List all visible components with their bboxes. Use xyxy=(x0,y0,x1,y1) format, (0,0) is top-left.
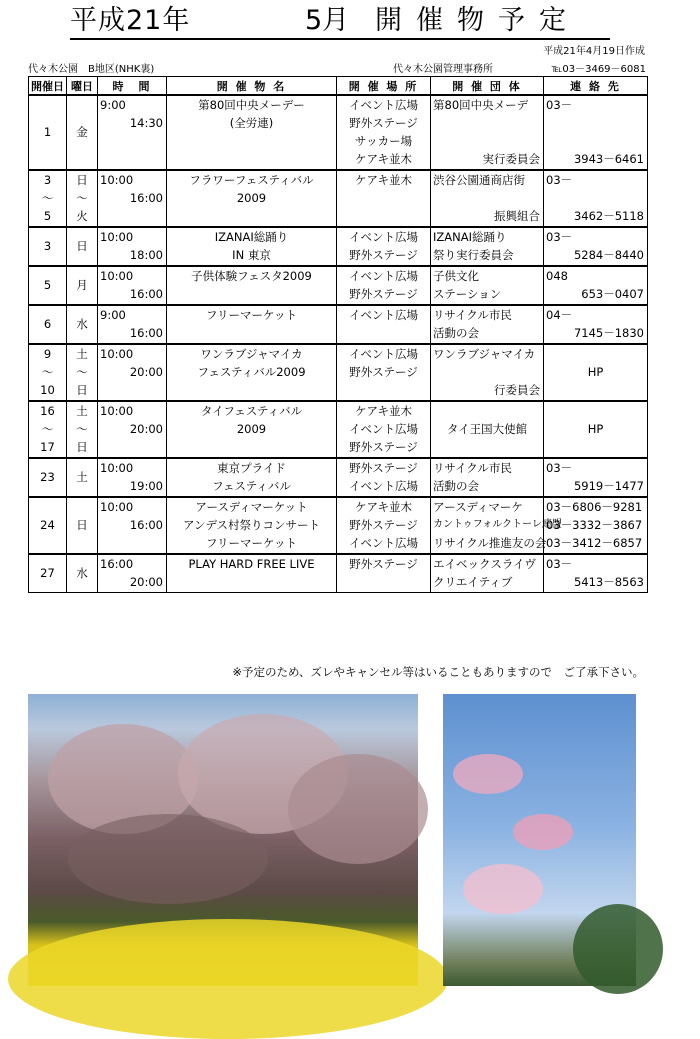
weekday-cell xyxy=(67,554,98,593)
time-cell xyxy=(98,95,167,170)
contact-line: 3943－6461 xyxy=(573,152,644,166)
date-line: 5 xyxy=(43,278,52,292)
weekday-line: ～ xyxy=(76,365,88,379)
org-line: タイ王国大使館 xyxy=(446,422,528,436)
org-cell xyxy=(431,305,544,344)
time-line: 16:00 xyxy=(129,287,163,301)
contact-line: 03－3412－6857 xyxy=(546,536,643,550)
rapeseed-flowers xyxy=(8,919,448,1039)
contact-cell xyxy=(544,401,648,458)
time-cell xyxy=(98,344,167,401)
contact-line: 653－0407 xyxy=(581,287,644,301)
contact-cell xyxy=(544,305,648,344)
date-cell xyxy=(29,95,67,170)
event-name-cell xyxy=(167,497,337,554)
event-name-line: 東京プライド xyxy=(217,461,286,475)
weekday-line: 土 xyxy=(76,404,88,418)
contact-cell xyxy=(544,95,648,170)
park-location: 代々木公園 B地区(NHK裏) xyxy=(28,64,155,75)
weekday-line: ～ xyxy=(76,422,88,436)
col-place-header: 開 催 場 所 xyxy=(337,77,431,96)
schedule-table xyxy=(28,76,648,593)
place-line: ケアキ並木 xyxy=(354,404,413,418)
date-line: 1 xyxy=(43,125,52,139)
contact-cell xyxy=(544,227,648,266)
time-line: 10:00 xyxy=(100,269,134,283)
col-date-header: 開催日 xyxy=(29,77,67,96)
org-line: ワンラブジャマイカ xyxy=(433,347,536,361)
time-line: 9:00 xyxy=(100,98,126,112)
org-line: 祭り実行委員会 xyxy=(433,248,514,262)
event-name-line: (全労連) xyxy=(229,116,274,130)
org-line: アースディマーケ xyxy=(433,500,523,514)
date-cell xyxy=(29,305,67,344)
table-header-row xyxy=(29,77,648,96)
weekday-cell xyxy=(67,497,98,554)
weekday-cell xyxy=(67,170,98,227)
org-cell xyxy=(431,227,544,266)
title-month: 5月 xyxy=(305,5,350,36)
blossom-branch-photo xyxy=(443,694,636,986)
blossom-cluster xyxy=(463,864,543,914)
date-cell xyxy=(29,458,67,497)
date-cell xyxy=(29,401,67,458)
org-line: リサイクル市民 xyxy=(433,461,512,475)
weekday-line: 水 xyxy=(76,317,88,331)
date-cell xyxy=(29,227,67,266)
place-cell xyxy=(337,554,431,593)
weekday-line: 金 xyxy=(76,125,88,139)
place-cell xyxy=(337,266,431,305)
weekday-line: 月 xyxy=(76,278,88,292)
date-line: 16 xyxy=(40,404,55,418)
event-name-line: タイフェスティバル xyxy=(200,404,303,418)
time-cell xyxy=(98,170,167,227)
weekday-line: 土 xyxy=(76,347,88,361)
time-cell xyxy=(98,266,167,305)
time-line: 10:00 xyxy=(100,404,134,418)
col-contact-header: 連 絡 先 xyxy=(544,77,648,96)
time-line: 16:00 xyxy=(129,326,163,340)
place-line: サッカー場 xyxy=(354,134,413,148)
date-line: 5 xyxy=(43,209,52,223)
event-name-cell xyxy=(167,170,337,227)
org-cell xyxy=(431,458,544,497)
place-cell xyxy=(337,458,431,497)
org-line: リサイクル推進友の会 xyxy=(433,536,547,550)
contact-line: 03－3332－3867 xyxy=(546,518,643,532)
col-weekday-header: 曜日 xyxy=(67,77,98,96)
time-line: 16:00 xyxy=(129,518,163,532)
place-cell xyxy=(337,305,431,344)
contact-line: 03－ xyxy=(546,173,573,187)
place-line: イベント広場 xyxy=(349,479,418,493)
org-line: 子供文化 xyxy=(433,269,479,283)
green-tree xyxy=(573,904,663,994)
time-line: 16:00 xyxy=(129,191,163,205)
place-line: 野外ステージ xyxy=(349,287,418,301)
org-cell xyxy=(431,344,544,401)
org-line: カントゥフォルクトーレ連盟 xyxy=(433,519,562,530)
time-line: 19:00 xyxy=(129,479,163,493)
event-name-cell xyxy=(167,554,337,593)
org-line: エイベックスライヴ xyxy=(433,557,537,571)
org-line: ステーション xyxy=(433,287,502,301)
date-line: ～ xyxy=(41,422,54,436)
event-name-line: フェスティバル xyxy=(212,479,291,493)
weekday-line: ～ xyxy=(76,191,88,205)
contact-cell xyxy=(544,170,648,227)
date-line: 10 xyxy=(40,383,55,397)
time-line: 10:00 xyxy=(100,500,134,514)
event-name-line: 2009 xyxy=(236,422,267,436)
date-line: 3 xyxy=(43,173,52,187)
weekday-cell xyxy=(67,344,98,401)
place-cell xyxy=(337,344,431,401)
blossom-cluster xyxy=(288,754,428,864)
org-line: クリエイティブ xyxy=(433,575,513,589)
table-row xyxy=(29,305,648,344)
weekday-line: 日 xyxy=(76,173,88,187)
table-row xyxy=(29,344,648,401)
title-heading: 開催物予定 xyxy=(375,5,580,36)
contact-line: 3462－5118 xyxy=(573,209,644,223)
org-line: 活動の会 xyxy=(433,479,479,493)
event-name-cell xyxy=(167,227,337,266)
place-line: イベント広場 xyxy=(349,536,418,550)
weekday-cell xyxy=(67,227,98,266)
contact-line: 5284－8440 xyxy=(573,248,644,262)
weekday-cell xyxy=(67,401,98,458)
created-date: 平成21年4月19日作成 xyxy=(543,46,645,57)
time-cell xyxy=(98,554,167,593)
time-line: 14:30 xyxy=(129,116,163,130)
contact-line: 03－ xyxy=(546,98,573,112)
date-line: 23 xyxy=(40,470,55,484)
place-line: 野外ステージ xyxy=(349,365,418,379)
time-line: 18:00 xyxy=(129,248,163,262)
contact-line: HP xyxy=(587,422,604,436)
org-cell xyxy=(431,170,544,227)
event-name-cell xyxy=(167,401,337,458)
date-line: 6 xyxy=(43,317,52,331)
weekday-line: 日 xyxy=(76,518,88,532)
table-row xyxy=(29,170,648,227)
weekday-cell xyxy=(67,458,98,497)
place-cell xyxy=(337,401,431,458)
place-line: イベント広場 xyxy=(349,347,418,361)
office-phone: ℡03－3469－6081 xyxy=(551,64,646,75)
time-line: 9:00 xyxy=(100,308,126,322)
place-line: イベント広場 xyxy=(349,230,418,244)
org-line: 活動の会 xyxy=(433,326,479,340)
table-row xyxy=(29,95,648,170)
event-name-cell xyxy=(167,266,337,305)
time-line: 20:00 xyxy=(129,575,163,589)
time-cell xyxy=(98,401,167,458)
info-row xyxy=(28,60,646,74)
table-row xyxy=(29,401,648,458)
time-line: 20:00 xyxy=(129,365,163,379)
place-line: ケアキ並木 xyxy=(354,152,413,166)
org-cell xyxy=(431,554,544,593)
place-line: 野外ステージ xyxy=(349,116,418,130)
table-row xyxy=(29,227,648,266)
event-name-line: ワンラブジャマイカ xyxy=(200,347,303,361)
time-line: 10:00 xyxy=(100,230,134,244)
date-line: 24 xyxy=(40,518,55,532)
event-name-line: 第80回中央メーデー xyxy=(198,98,305,112)
time-cell xyxy=(98,227,167,266)
org-line: IZANAI総踊り xyxy=(433,230,507,244)
time-line: 20:00 xyxy=(129,422,163,436)
event-name-line: IN 東京 xyxy=(232,248,271,262)
org-line: リサイクル市民 xyxy=(433,308,512,322)
event-name-line: フリーマーケット xyxy=(206,308,297,322)
place-line: 野外ステージ xyxy=(349,518,418,532)
event-name-line: フェスティバル2009 xyxy=(197,365,306,379)
event-name-line: アースディマーケット xyxy=(195,500,308,514)
date-line: 17 xyxy=(40,440,55,454)
table-row xyxy=(29,266,648,305)
col-event-header: 開 催 物 名 xyxy=(167,77,337,96)
date-cell xyxy=(29,554,67,593)
weekday-line: 日 xyxy=(76,440,88,454)
event-name-line: フラワーフェスティバル xyxy=(189,173,314,187)
date-line: ～ xyxy=(41,191,54,205)
weekday-line: 日 xyxy=(76,383,88,397)
contact-line: 04－ xyxy=(546,308,573,322)
place-line: 野外ステージ xyxy=(349,461,418,475)
event-name-cell xyxy=(167,305,337,344)
date-line: ～ xyxy=(41,365,54,379)
table-row xyxy=(29,458,648,497)
contact-cell xyxy=(544,458,648,497)
place-line: イベント広場 xyxy=(349,308,418,322)
event-name-line: 2009 xyxy=(236,191,267,205)
contact-line: 5919－1477 xyxy=(573,479,644,493)
contact-line: 03－ xyxy=(546,461,573,475)
place-line: イベント広場 xyxy=(349,98,418,112)
col-org-header: 開 催 団 体 xyxy=(431,77,544,96)
org-line: 行委員会 xyxy=(494,383,540,397)
event-name-line: 子供体験フェスタ2009 xyxy=(191,269,312,283)
weekday-line: 火 xyxy=(76,209,88,223)
date-line: 3 xyxy=(43,239,52,253)
contact-line: 03－6806－9281 xyxy=(546,500,643,514)
time-line: 16:00 xyxy=(100,557,134,571)
date-cell xyxy=(29,266,67,305)
time-line: 10:00 xyxy=(100,461,134,475)
blossom-cluster xyxy=(513,814,573,850)
title-era-year: 平成21年 xyxy=(70,5,191,36)
date-cell xyxy=(29,344,67,401)
place-line: 野外ステージ xyxy=(349,557,418,571)
place-line: イベント広場 xyxy=(349,269,418,283)
event-name-cell xyxy=(167,344,337,401)
weekday-cell xyxy=(67,95,98,170)
contact-cell xyxy=(544,266,648,305)
contact-line: HP xyxy=(587,365,604,379)
place-cell xyxy=(337,227,431,266)
place-cell xyxy=(337,95,431,170)
event-name-cell xyxy=(167,458,337,497)
weekday-cell xyxy=(67,266,98,305)
place-cell xyxy=(337,170,431,227)
page-title xyxy=(70,4,610,40)
time-cell xyxy=(98,305,167,344)
footer-note: ※予定のため、ズレやキャンセル等はいることもありますので ご了承下さい。 xyxy=(232,665,644,679)
event-name-cell xyxy=(167,95,337,170)
event-name-line: PLAY HARD FREE LIVE xyxy=(188,557,315,571)
management-office: 代々木公園管理事務所 xyxy=(393,64,493,75)
org-line: 振興組合 xyxy=(494,209,540,223)
weekday-cell xyxy=(67,305,98,344)
weekday-line: 日 xyxy=(76,239,88,253)
date-line: 27 xyxy=(40,566,55,580)
event-name-line: フリーマーケット xyxy=(206,536,297,550)
cherry-blossom-photo xyxy=(28,694,418,986)
time-line: 10:00 xyxy=(100,173,134,187)
col-time-header: 時 間 xyxy=(98,77,167,96)
date-cell xyxy=(29,170,67,227)
contact-line: 03－ xyxy=(546,230,573,244)
table-row xyxy=(29,554,648,593)
place-line: ケアキ並木 xyxy=(354,173,413,187)
weekday-line: 水 xyxy=(76,566,88,580)
contact-cell xyxy=(544,554,648,593)
place-cell xyxy=(337,497,431,554)
blossom-cluster xyxy=(453,754,523,794)
org-line: 実行委員会 xyxy=(482,152,540,166)
contact-line: 048 xyxy=(546,269,568,283)
org-line: 渋谷公園通商店街 xyxy=(433,173,525,187)
time-cell xyxy=(98,497,167,554)
date-cell xyxy=(29,497,67,554)
org-line: 第80回中央メーデ xyxy=(433,98,529,112)
time-line: 10:00 xyxy=(100,347,134,361)
tree-shadow xyxy=(68,814,268,904)
org-cell xyxy=(431,95,544,170)
contact-line: 7145－1830 xyxy=(573,326,644,340)
place-line: 野外ステージ xyxy=(349,248,418,262)
contact-line: 5413－8563 xyxy=(573,575,644,589)
place-line: ケアキ並木 xyxy=(354,500,413,514)
org-cell xyxy=(431,401,544,458)
contact-cell xyxy=(544,344,648,401)
event-name-line: IZANAI総踊り xyxy=(214,230,289,244)
date-line: 9 xyxy=(43,347,52,361)
table-row xyxy=(29,497,648,554)
contact-cell xyxy=(544,497,648,554)
event-name-line: アンデス村祭りコンサート xyxy=(182,518,321,532)
place-line: イベント広場 xyxy=(349,422,418,436)
time-cell xyxy=(98,458,167,497)
weekday-line: 土 xyxy=(76,470,88,484)
org-cell xyxy=(431,497,562,554)
place-line: 野外ステージ xyxy=(349,440,418,454)
contact-line: 03－ xyxy=(546,557,573,571)
org-cell xyxy=(431,266,544,305)
